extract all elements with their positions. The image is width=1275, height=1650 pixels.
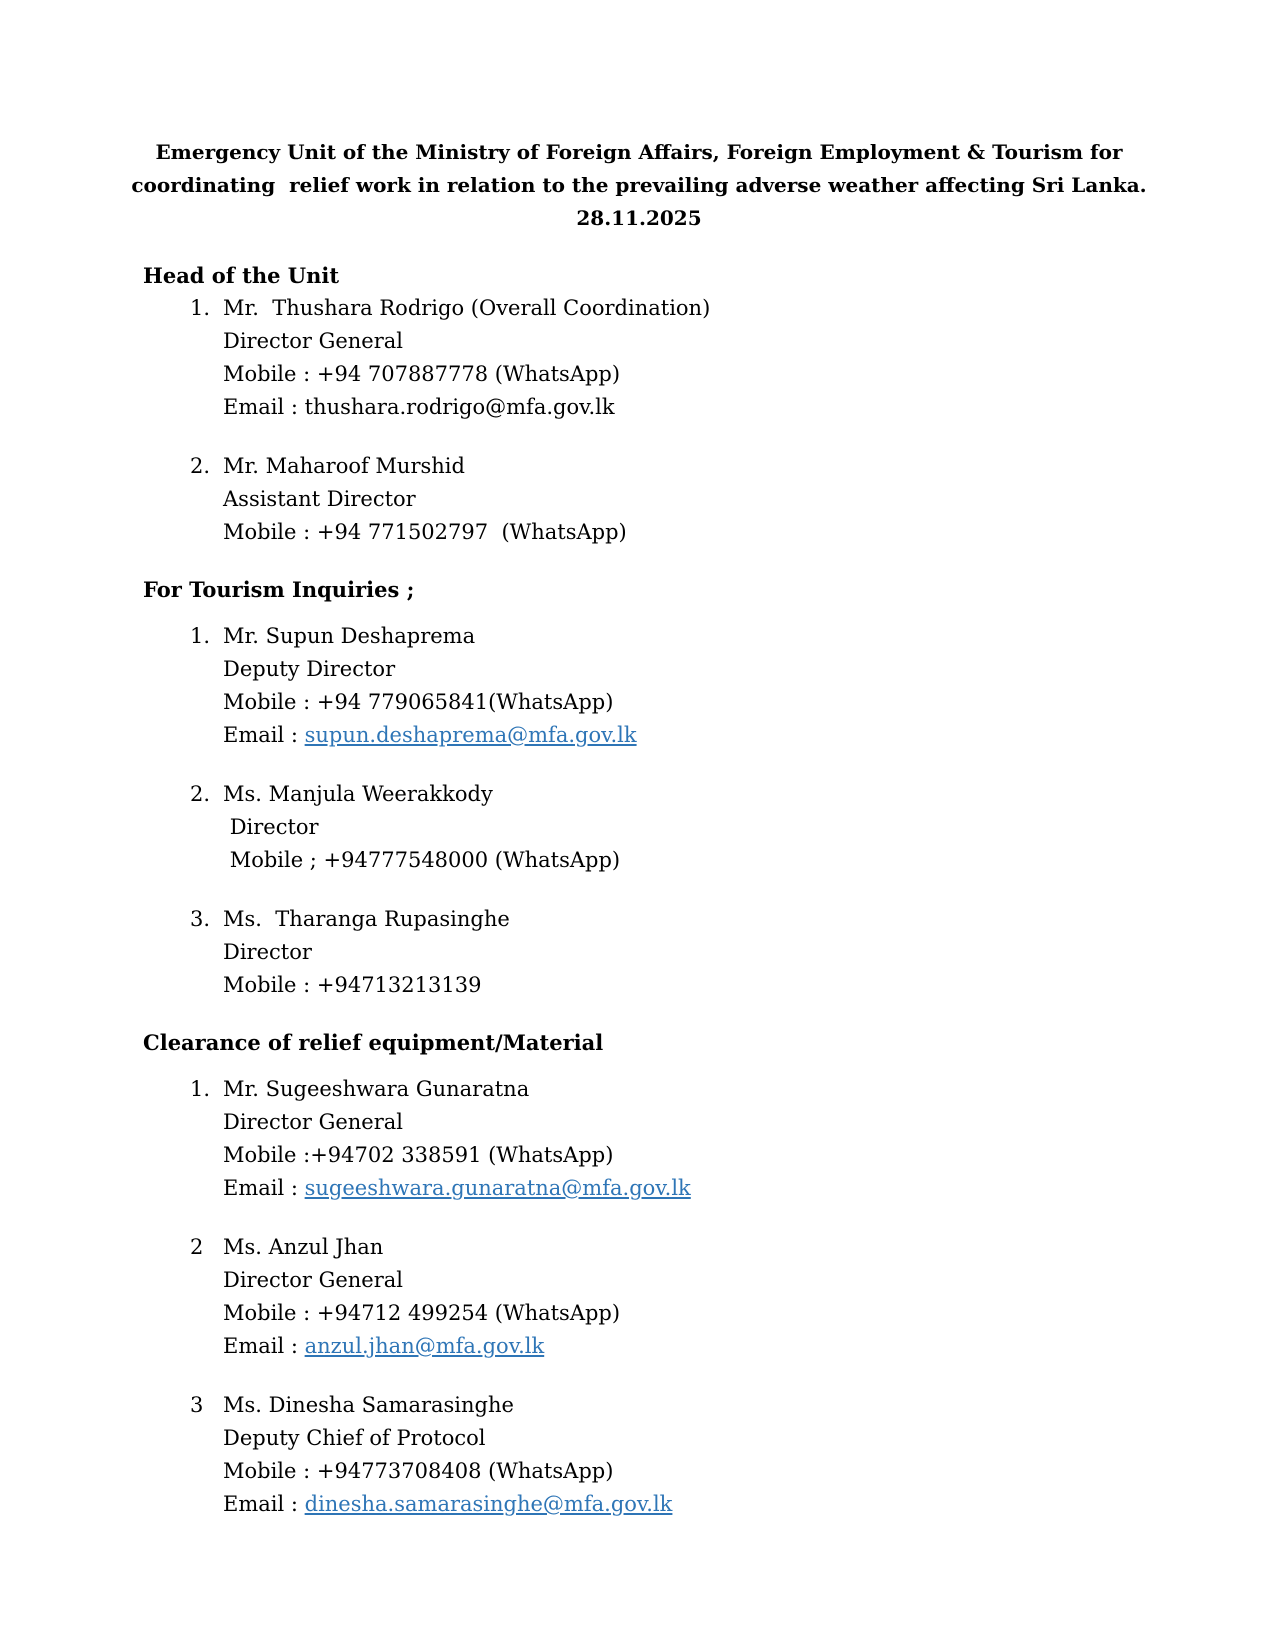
contact-email: Email : sugeeshwara.gunaratna@mfa.gov.lk — [223, 1176, 691, 1200]
section-heading: For Tourism Inquiries ; — [143, 577, 415, 602]
contact-entry — [143, 1231, 1135, 1363]
contact-name: Ms. Tharanga Rupasinghe — [223, 907, 510, 931]
contact-name: Mr. Thushara Rodrigo (Overall Coordination) — [223, 296, 711, 320]
contact-entry — [143, 1073, 1135, 1205]
email-link[interactable]: anzul.jhan@mfa.gov.lk — [304, 1334, 545, 1358]
entry-number: 2 — [190, 1235, 204, 1259]
email-link[interactable]: supun.deshaprema@mfa.gov.lk — [304, 723, 637, 747]
entry-number: 1. — [190, 1077, 211, 1101]
contact-mobile: Mobile : +94713213139 — [223, 973, 482, 997]
contact-entry — [143, 620, 1135, 752]
entry-lines — [223, 778, 1135, 877]
email-link[interactable]: sugeeshwara.gunaratna@mfa.gov.lk — [304, 1176, 691, 1200]
title-line-2: coordinating relief work in relation to the prevailing adverse weather affecting Sri Lanka. — [131, 173, 1147, 197]
contact-designation: Director General — [223, 329, 404, 353]
contact-name: Ms. Manjula Weerakkody — [223, 782, 493, 806]
section-heading: Head of the Unit — [143, 263, 340, 288]
entry-lines — [223, 903, 1135, 1002]
contact-mobile: Mobile ; +94777548000 (WhatsApp) — [223, 848, 621, 872]
entry-lines — [223, 1231, 1135, 1363]
contact-name: Mr. Maharoof Murshid — [223, 454, 465, 478]
entry-lines — [223, 450, 1135, 549]
entry-number: 3 — [190, 1393, 204, 1417]
contact-entry — [143, 450, 1135, 549]
entry-lines — [223, 620, 1135, 752]
contact-designation: Director General — [223, 1110, 404, 1134]
contact-entry — [143, 778, 1135, 877]
contact-name: Mr. Supun Deshaprema — [223, 624, 476, 648]
sections-container — [143, 259, 1135, 1521]
section-clearance-of-relief-equipment-material — [143, 1026, 1135, 1521]
title-line-1: Emergency Unit of the Ministry of Foreign Affairs, Foreign Employment & Tourism for — [155, 140, 1123, 164]
contact-designation: Director General — [223, 1268, 404, 1292]
entry-lines — [223, 1389, 1135, 1521]
contact-mobile: Mobile : +94 771502797 (WhatsApp) — [223, 520, 627, 544]
entry-number: 1. — [190, 296, 211, 320]
contact-mobile: Mobile : +94 707887778 (WhatsApp) — [223, 362, 621, 386]
contact-designation: Director — [223, 815, 319, 839]
section-head-of-the-unit — [143, 259, 1135, 549]
section-for-tourism-inquiries — [143, 573, 1135, 1002]
contact-name: Mr. Sugeeshwara Gunaratna — [223, 1077, 530, 1101]
contact-designation: Deputy Chief of Protocol — [223, 1426, 486, 1450]
contact-designation: Assistant Director — [223, 487, 416, 511]
contact-entry — [143, 903, 1135, 1002]
contact-entry — [143, 1389, 1135, 1521]
contact-designation: Director — [223, 940, 312, 964]
contact-name: Ms. Dinesha Samarasinghe — [223, 1393, 514, 1417]
contact-email: Email : supun.deshaprema@mfa.gov.lk — [223, 723, 637, 747]
contact-name: Ms. Anzul Jhan — [223, 1235, 384, 1259]
entry-number: 1. — [190, 624, 211, 648]
entry-number: 3. — [190, 907, 211, 931]
contact-mobile: Mobile :+94702 338591 (WhatsApp) — [223, 1143, 614, 1167]
contact-mobile: Mobile : +94 779065841(WhatsApp) — [223, 690, 614, 714]
document-title — [131, 136, 1147, 235]
contact-email: Email : dinesha.samarasinghe@mfa.gov.lk — [223, 1492, 673, 1516]
entry-lines — [223, 1073, 1135, 1205]
title-line-3: 28.11.2025 — [576, 206, 702, 230]
entry-number: 2. — [190, 454, 211, 478]
contact-designation: Deputy Director — [223, 657, 396, 681]
contact-entry — [143, 292, 1135, 424]
contact-email: Email : thushara.rodrigo@mfa.gov.lk — [223, 395, 615, 419]
contact-mobile: Mobile : +94712 499254 (WhatsApp) — [223, 1301, 621, 1325]
entry-lines — [223, 292, 1135, 424]
email-link[interactable]: dinesha.samarasinghe@mfa.gov.lk — [304, 1492, 673, 1516]
contact-email: Email : anzul.jhan@mfa.gov.lk — [223, 1334, 545, 1358]
entry-number: 2. — [190, 782, 211, 806]
section-heading: Clearance of relief equipment/Material — [143, 1030, 604, 1055]
contact-mobile: Mobile : +94773708408 (WhatsApp) — [223, 1459, 614, 1483]
